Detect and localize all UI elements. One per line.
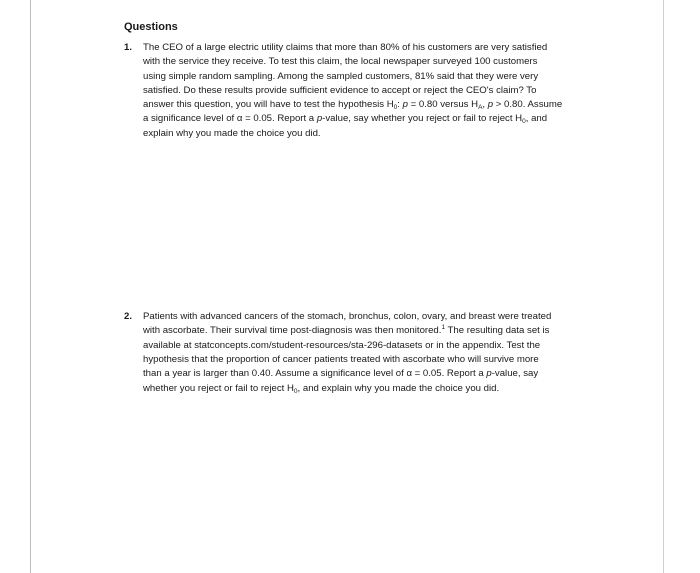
question-text-line: [143, 367, 604, 381]
question-text-line: [143, 98, 604, 112]
alternative-hypothesis-subscript: A: [478, 104, 483, 112]
text-segment: with ascorbate. Their survival time post-diagnosis was then monitored.: [143, 325, 442, 337]
question-text-line: available at statconcepts.com/student-resources/sta-296-datasets or in the appendix. Test the: [143, 339, 541, 351]
question-number: 2.: [124, 311, 133, 323]
text-segment: whether you reject or fail to reject H: [143, 382, 294, 394]
question-text-line: using simple random sampling. Among the sampled customers, 81% said that they were very: [143, 70, 539, 82]
null-hypothesis-subscript: 0: [293, 387, 298, 395]
text-segment: The resulting data set is: [445, 325, 550, 337]
question-text-line: hypothesis that the proportion of cancer patients treated with ascorbate who will survive more: [143, 353, 539, 365]
page-right-edge: [663, 0, 664, 573]
question-2: [124, 310, 604, 396]
question-text-line: explain why you made the choice you did.: [143, 127, 321, 139]
italic-variable: p: [486, 368, 492, 380]
question-text-line: [143, 382, 604, 396]
italic-variable: p: [402, 99, 408, 111]
italic-variable: p: [487, 99, 494, 111]
question-text-line: [143, 324, 604, 338]
text-segment: answer this question, you will have to test the hypothesis H: [143, 99, 394, 111]
question-text-line: Patients with advanced cancers of the stomach, bronchus, colon, ovary, and breast were treated: [143, 311, 552, 323]
text-segment: than a year is larger than 0.40. Assume a significance level of α = 0.05. Report a: [143, 368, 487, 380]
text-segment: > 0.80. Assume: [493, 99, 563, 111]
text-segment: ,: [482, 99, 488, 111]
question-number: 1.: [124, 42, 133, 53]
question-text-line: with the service they receive. To test this claim, the local newspaper surveyed 100 customers: [143, 56, 538, 68]
question-text-line: [143, 112, 604, 126]
null-hypothesis-subscript: 0: [393, 104, 398, 112]
question-text-line: satisfied. Do these results provide sufficient evidence to accept or reject the CEO's claim? To: [143, 84, 537, 96]
text-segment: -value, say whether you reject or fail to reject H: [322, 113, 523, 125]
text-segment: , and: [525, 113, 548, 125]
section-heading: Questions: [124, 21, 178, 33]
text-segment: a significance level of α = 0.05. Report a: [143, 113, 317, 125]
question-text-line: The CEO of a large electric utility claims that more than 80% of his customers are very satisfied: [143, 42, 548, 53]
footnote-marker: 1: [441, 324, 446, 332]
question-1: [124, 41, 604, 141]
text-segment: -value, say: [491, 368, 539, 380]
text-segment: , and explain why you made the choice you did.: [297, 382, 500, 394]
text-segment: = 0.80 versus H: [407, 99, 479, 111]
null-hypothesis-subscript: 0: [522, 118, 526, 126]
questions-section: [124, 20, 604, 396]
text-segment: :: [397, 99, 403, 111]
italic-variable: p: [316, 113, 323, 125]
page-left-edge: [30, 0, 31, 573]
